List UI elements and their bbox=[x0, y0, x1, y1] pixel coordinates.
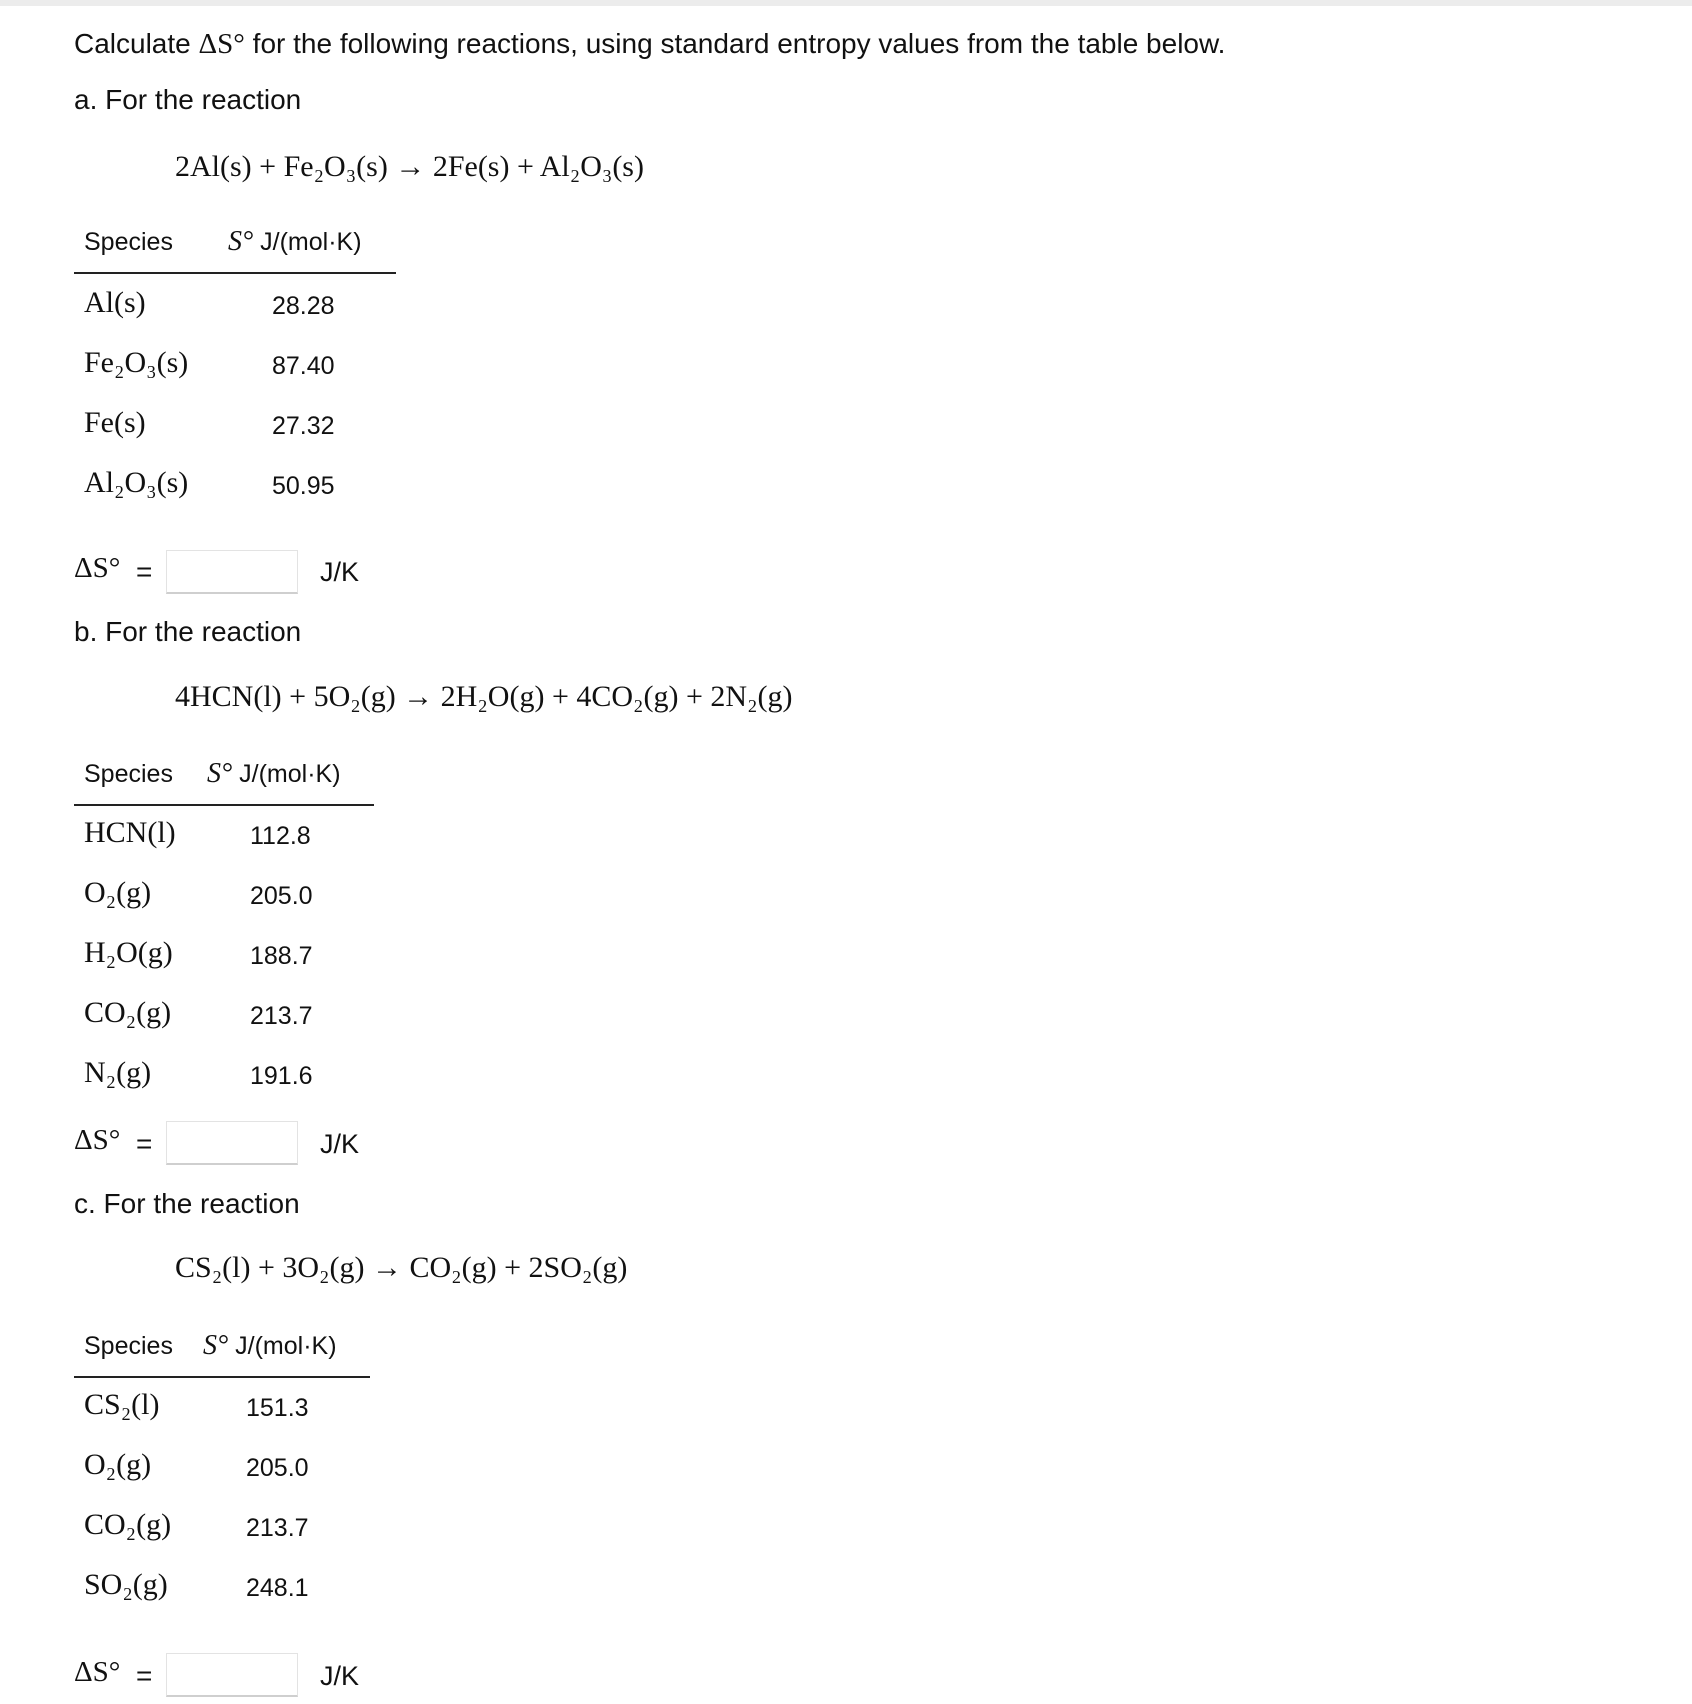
part-c-species-4: SO₂(g) bbox=[84, 1568, 168, 1601]
part-b-answer-input[interactable] bbox=[166, 1121, 298, 1165]
entropy-symbol: S° bbox=[207, 758, 233, 789]
entropy-symbol: S° bbox=[228, 226, 254, 257]
part-a-value-3: 27.32 bbox=[272, 412, 335, 440]
part-a-species-2: Fe₂O₃(s) bbox=[84, 346, 189, 379]
part-b-unit: J/K bbox=[320, 1129, 360, 1159]
part-c-reaction: CS₂(l) + 3O₂(g) → CO₂(g) + 2SO₂(g) bbox=[175, 1251, 628, 1284]
part-a-unit: J/K bbox=[320, 557, 360, 587]
part-b-species-2: O₂(g) bbox=[84, 876, 152, 909]
entropy-unit: J/(mol·K) bbox=[239, 760, 341, 788]
part-c-label: c. For the reaction bbox=[74, 1188, 300, 1219]
part-b-header-rule bbox=[74, 804, 374, 806]
part-c-value-3: 213.7 bbox=[246, 1514, 309, 1542]
part-c-species-2: O₂(g) bbox=[84, 1448, 152, 1481]
top-border bbox=[0, 0, 1692, 6]
part-c-answer-input[interactable] bbox=[166, 1653, 298, 1697]
part-a-species-3: Fe(s) bbox=[84, 406, 146, 439]
part-b-value-4: 213.7 bbox=[250, 1002, 313, 1030]
part-b-value-2: 205.0 bbox=[250, 882, 313, 910]
part-a-label: a. For the reaction bbox=[74, 84, 302, 115]
part-a-value-4: 50.95 bbox=[272, 472, 335, 500]
part-b-value-1: 112.8 bbox=[250, 822, 311, 850]
instruction-text bbox=[74, 28, 1225, 61]
part-a-answer-input[interactable] bbox=[166, 550, 298, 594]
part-a-species-4: Al₂O₃(s) bbox=[84, 466, 189, 499]
part-c-value-4: 248.1 bbox=[246, 1574, 309, 1602]
part-b-equals: = bbox=[136, 1128, 153, 1159]
part-b-species-header: Species bbox=[84, 760, 173, 788]
part-b-label: b. For the reaction bbox=[74, 616, 302, 647]
part-a-value-2: 87.40 bbox=[272, 352, 335, 380]
part-b-species-5: N₂(g) bbox=[84, 1056, 152, 1089]
part-a-equals: = bbox=[136, 556, 153, 587]
part-a-species-header: Species bbox=[84, 228, 173, 256]
part-b-species-4: CO₂(g) bbox=[84, 996, 172, 1029]
part-c-species-1: CS₂(l) bbox=[84, 1388, 160, 1421]
part-c-species-3: CO₂(g) bbox=[84, 1508, 172, 1541]
part-b-species-1: HCN(l) bbox=[84, 816, 176, 849]
part-b-value-5: 191.6 bbox=[250, 1062, 313, 1090]
part-b-answer-symbol: ΔS° bbox=[74, 1124, 121, 1156]
part-c-answer-symbol: ΔS° bbox=[74, 1656, 121, 1688]
instruction-prefix: Calculate bbox=[74, 28, 199, 59]
part-c-unit: J/K bbox=[320, 1661, 360, 1691]
part-b-entropy-header bbox=[207, 758, 341, 790]
entropy-unit: J/(mol·K) bbox=[260, 228, 362, 256]
part-a-entropy-header bbox=[228, 226, 362, 258]
part-a-species-1: Al(s) bbox=[84, 286, 146, 319]
part-a-reaction: 2Al(s) + Fe₂O₃(s) → 2Fe(s) + Al₂O₃(s) bbox=[175, 150, 644, 183]
part-c-value-1: 151.3 bbox=[246, 1394, 309, 1422]
entropy-unit: J/(mol·K) bbox=[235, 1332, 337, 1360]
entropy-symbol: S° bbox=[203, 1330, 229, 1361]
instruction-suffix: for the following reactions, using standard entropy values from the table below. bbox=[244, 28, 1226, 59]
delta-s-symbol: ΔS° bbox=[198, 28, 245, 60]
part-a-header-rule bbox=[74, 272, 396, 274]
part-b-value-3: 188.7 bbox=[250, 942, 313, 970]
part-c-entropy-header bbox=[203, 1330, 337, 1362]
part-a-answer-symbol: ΔS° bbox=[74, 552, 121, 584]
part-b-species-3: H₂O(g) bbox=[84, 936, 173, 969]
part-c-equals: = bbox=[136, 1660, 153, 1691]
part-a-value-1: 28.28 bbox=[272, 292, 335, 320]
part-c-species-header: Species bbox=[84, 1332, 173, 1360]
part-c-header-rule bbox=[74, 1376, 370, 1378]
part-b-reaction: 4HCN(l) + 5O₂(g) → 2H₂O(g) + 4CO₂(g) + 2N₂(g) bbox=[175, 680, 793, 713]
part-c-value-2: 205.0 bbox=[246, 1454, 309, 1482]
